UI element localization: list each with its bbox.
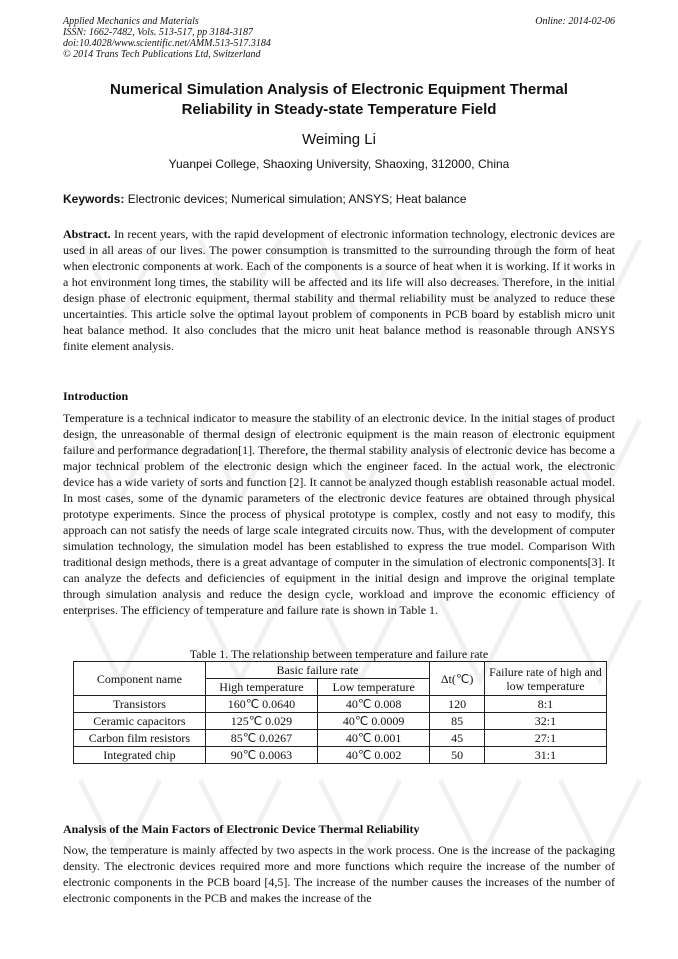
section-paragraph: Now, the temperature is mainly affected by two aspects in the work process. One is the increase of the packaging density. The electronic devices required more and more functions which require the increase of the number of electronic components in the PCB board [4,5]. The increase of the number causes the increases of the number of electronic components in the PCB and makes the increase of the — [63, 843, 615, 905]
keywords-text: Electronic devices; Numerical simulation; ANSYS; Heat balance — [127, 192, 467, 206]
cell-component: Integrated chip — [74, 747, 206, 764]
header-high-temperature: High temperature — [205, 679, 317, 696]
cell-ratio: 8:1 — [484, 696, 606, 713]
cell-ratio: 31:1 — [484, 747, 606, 764]
copyright-line: © 2014 Trans Tech Publications Ltd, Switzerland — [63, 49, 261, 60]
cell-dt: 45 — [430, 730, 485, 747]
cell-low: 40℃ 0.0009 — [318, 713, 430, 730]
cell-component: Carbon film resistors — [74, 730, 206, 747]
introduction-heading: Introduction — [63, 389, 129, 403]
header-failure-ratio: Failure rate of high and low temperature — [484, 662, 606, 696]
cell-high: 125℃ 0.029 — [205, 713, 317, 730]
header-basic-failure-rate: Basic failure rate — [205, 662, 429, 679]
cell-component: Ceramic capacitors — [74, 713, 206, 730]
online-date: Online: 2014-02-06 — [535, 16, 615, 27]
table-row — [74, 696, 607, 713]
abstract-label: Abstract. — [63, 227, 111, 241]
journal-header — [63, 16, 271, 60]
table-row — [74, 747, 607, 764]
issn-line: ISSN: 1662-7482, Vols. 513-517, pp 3184-3187 — [63, 27, 253, 38]
cell-dt: 85 — [430, 713, 485, 730]
journal-name: Applied Mechanics and Materials — [63, 16, 199, 27]
cell-high: 85℃ 0.0267 — [205, 730, 317, 747]
table-caption: Table 1. The relationship between temperature and failure rate — [189, 647, 489, 661]
abstract-paragraph — [63, 226, 615, 354]
abstract-text: In recent years, with the rapid development of electronic information technology, electronic devices are used in all areas of our lives. The power consumption is transmitted to the surrounding through the form of heat when electronic components at work. Each of the components is a source of heat when it is working. If it works in a hot environment long times, the stability will be affected and its life will also decreases. Therefore, in the initial design phase of electronic equipment, thermal stability and thermal reliability must be analyzed to reduce these uncertainties. This article solve the optimal layout problem of components in PCB board by establish micro unit heat balance method. It also concludes that the micro unit heat balance method is reasonable through ANSYS finite element analysis. — [63, 227, 616, 353]
header-low-temperature: Low temperature — [318, 679, 430, 696]
header-component: Component name — [74, 662, 206, 696]
author-name: Weiming Li — [302, 131, 376, 148]
table-header-row — [74, 662, 607, 679]
keywords-label: Keywords: — [63, 192, 125, 206]
cell-dt: 120 — [430, 696, 485, 713]
cell-high: 90℃ 0.0063 — [205, 747, 317, 764]
author-affiliation: Yuanpei College, Shaoxing University, Shaoxing, 312000, China — [168, 157, 510, 171]
keywords-line — [63, 192, 467, 206]
cell-high: 160℃ 0.0640 — [205, 696, 317, 713]
cell-component: Transistors — [74, 696, 206, 713]
temperature-failure-table — [73, 661, 607, 764]
cell-low: 40℃ 0.008 — [318, 696, 430, 713]
introduction-paragraph: Temperature is a technical indicator to measure the stability of an electronic device. In the initial stages of product design, the unreasonable of thermal design of electronic equipment is the main reason of electronic equipment failure and performance degradation[1]. Therefore, the thermal stability analysis of electronic device has become a major technical problem of the electronic design which the engineer faced. In the actual work, the electronic device has a wide variety of sorts and function [2]. It cannot be analyzed though establish reasonable actual model. In most cases, some of the dynamic parameters of the electronic device features are obtained through physical prototype experiments. Since the process of physical prototype is complex, costly and not easy to modify, this approach can not satisfy the needs of large scale integrated circuits now. Thus, with the development of computer simulation technology, the simulation model has been established to express the true model. Comparison With traditional design methods, there is a great advantage of computer in the simulation of electronic components[3]. It can analyze the defects and deficiencies of equipment in the initial design and improve the original template through simulation analysis and reduce the design cycle, workload and improve the economic efficiency of enterprises. The efficiency of temperature and failure rate is shown in Table 1. — [63, 411, 615, 617]
cell-low: 40℃ 0.002 — [318, 747, 430, 764]
cell-dt: 50 — [430, 747, 485, 764]
table-row — [74, 730, 607, 747]
cell-ratio: 27:1 — [484, 730, 606, 747]
doi-line[interactable]: doi:10.4028/www.scientific.net/AMM.513-517.3184 — [63, 38, 271, 49]
header-delta-t: Δt(℃) — [430, 662, 485, 696]
paper-title — [63, 80, 615, 120]
cell-ratio: 32:1 — [484, 713, 606, 730]
title-line-2: Reliability in Steady-state Temperature Field — [181, 101, 497, 118]
section-heading: Analysis of the Main Factors of Electronic Device Thermal Reliability — [63, 822, 420, 836]
table-row — [74, 713, 607, 730]
title-line-1: Numerical Simulation Analysis of Electronic Equipment Thermal — [110, 81, 568, 98]
cell-low: 40℃ 0.001 — [318, 730, 430, 747]
